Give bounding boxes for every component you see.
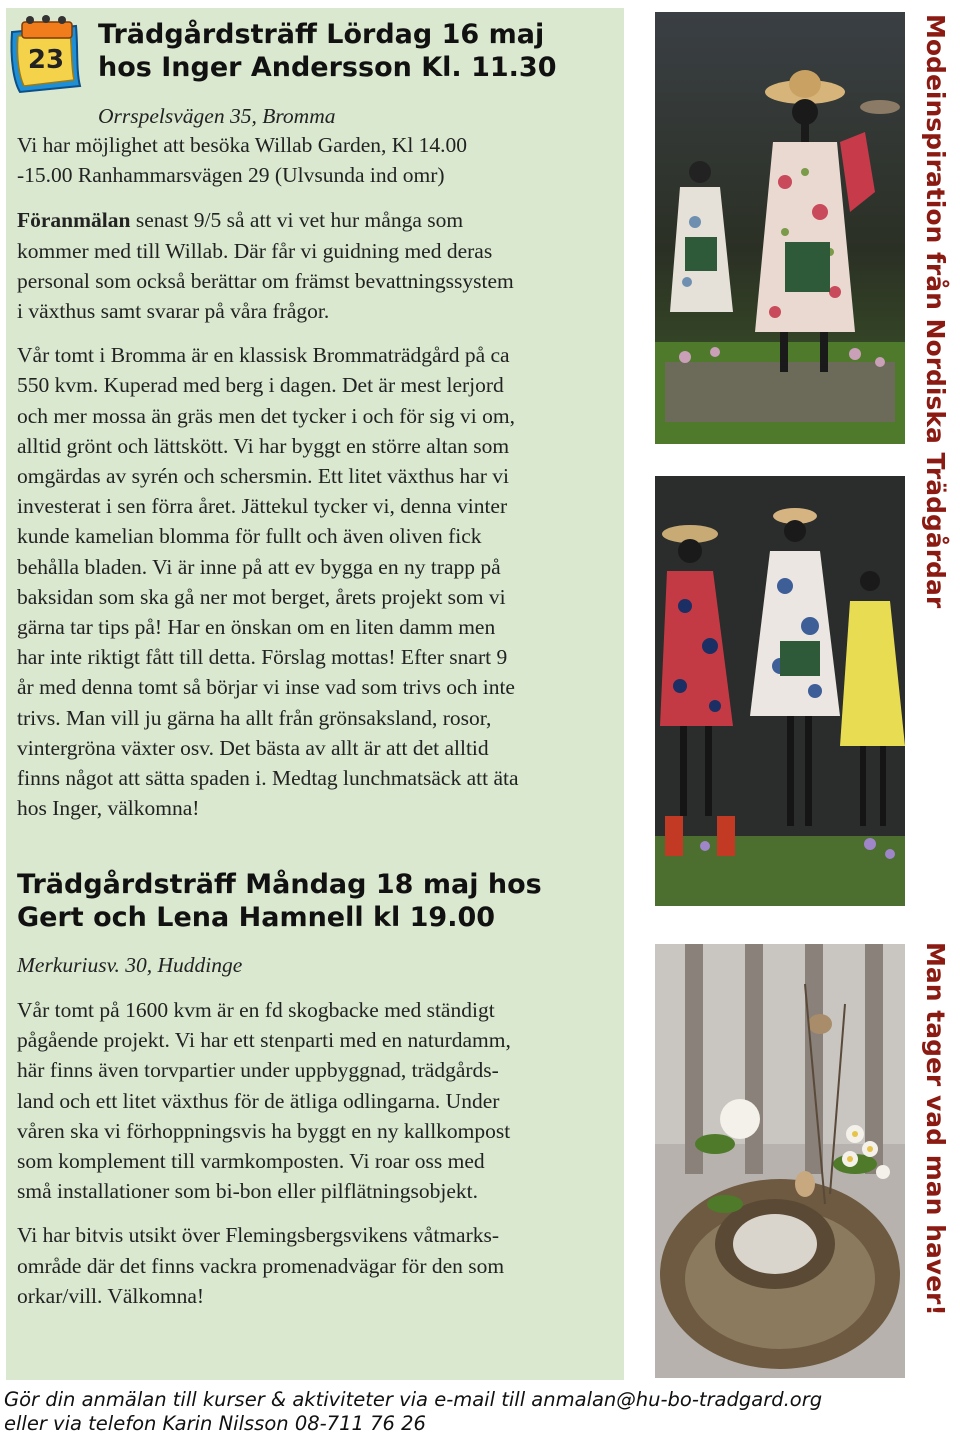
calendar-day-number: 23 — [27, 45, 65, 75]
event2-address: Merkuriusv. 30, Huddinge — [17, 953, 243, 977]
event2-line: Vår tomt på 1600 kvm är en fd skogbacke med ständigt — [17, 998, 495, 1022]
event1-line: trivs. Man vill ju gärna ha allt från grönsaksland, rosor, — [17, 705, 492, 730]
event1-line: alltid grönt och lättskött. Vi har byggt en större altan som — [17, 433, 510, 458]
event1-line: finns något att sätta spaden i. Medtag lunchmatsäck att äta — [17, 766, 519, 791]
photo-bird-nest — [655, 944, 905, 1378]
calendar-icon — [6, 10, 86, 98]
event1-line: kunde kamelian blomma för fullt och även oliven fick — [17, 524, 482, 549]
event1-heading — [98, 18, 618, 84]
event2-line: små installationer som bi-bon eller pilflätningsobjekt. — [17, 1179, 478, 1204]
event2-line: land och ett litet växthus för de ätliga odlingarna. Under — [17, 1088, 500, 1113]
event1-line: 550 kvm. Kuperad med berg i dagen. Det är mest lerjord — [17, 373, 504, 398]
event1-line: har inte riktigt fått till detta. Förslag mottas! Efter snart 9 — [17, 645, 508, 670]
event1-heading-line2: hos Inger Andersson Kl. 11.30 — [98, 52, 557, 83]
footer — [4, 1388, 822, 1436]
event2-heading-line1: Trädgårdsträff Måndag 18 maj hos — [17, 869, 542, 900]
event1-line: investerat i sen förra året. Jättekul tycker vi, denna vinter — [17, 494, 508, 519]
event1-line: och mer mossa än gräs men det tycker i och för sig vi om, — [17, 403, 515, 428]
event1-body — [17, 130, 617, 823]
event1-line: gärna tar tips på! Har en önskan om en liten damm men — [17, 615, 496, 640]
event1-line: omgärdas av syrén och schersmin. Ett litet växthus har vi — [17, 464, 509, 489]
footer-line1: Gör din anmälan till kurser & aktiviteter via e-mail till anmalan@hu-bo-tradgard.org — [4, 1388, 823, 1411]
event1-line: kommer med till Willab. Där får vi guidning med deras — [17, 238, 493, 263]
event2-heading-line2: Gert och Lena Hamnell kl 19.00 — [17, 902, 496, 933]
event1-prereg-line — [17, 205, 617, 235]
event1-line: i växthus samt svarar på våra frågor. — [17, 299, 330, 324]
caption-bottom: Man tager vad man haver! — [921, 942, 950, 1316]
event2-body — [17, 995, 617, 1311]
photo-mannequins-1 — [655, 12, 905, 444]
event1-line: behålla bladen. Vi är inne på att ev bygga en ny trapp på — [17, 554, 501, 579]
event1-line: baksidan som ska gå ner mot berget, årets projekt som vi — [17, 584, 506, 609]
event2-line: Vi har bitvis utsikt över Flemingsbergsvikens våtmarks- — [17, 1223, 500, 1248]
event1-line: hos Inger, välkomna! — [17, 796, 200, 821]
event2-line: område där det finns vackra promenadvägar för den som — [17, 1253, 505, 1278]
event1-line: Vår tomt i Bromma är en klassisk Brommaträdgård på ca — [17, 343, 510, 368]
photo-mannequins-2 — [655, 476, 905, 906]
event1-line: år med denna tomt så börjar vi inse vad som trivs och inte — [17, 675, 515, 700]
event2-line: orkar/vill. Välkomna! — [17, 1283, 205, 1308]
event2-line: pågående projekt. Vi har ett stenparti med en naturdamm, — [17, 1028, 511, 1053]
event2-heading — [17, 868, 617, 934]
footer-line2: eller via telefon Karin Nilsson 08-711 76 26 — [4, 1412, 426, 1435]
event1-line: Vi har möjlighet att besöka Willab Garden, Kl 14.00 — [17, 133, 468, 157]
prereg-text: senast 9/5 så att vi vet hur många som — [130, 208, 464, 233]
event2-line: våren ska vi förhoppningsvis ha byggt en ny kallkompost — [17, 1118, 511, 1143]
caption-top: Modeinspiration från Nordiska Trädgårdar — [921, 14, 950, 609]
event1-line: -15.00 Ranhammarsvägen 29 (Ulvsunda ind omr) — [17, 163, 445, 188]
event1-line: personal som också berättar om främst bevattningssystem — [17, 268, 514, 293]
prereg-label: Föranmälan — [17, 208, 131, 233]
event2-line: som komplement till varmkomposten. Vi roar oss med — [17, 1149, 485, 1174]
event1-heading-line1: Trädgårdsträff Lördag 16 maj — [98, 19, 545, 50]
event2-line: här finns även torvpartier under uppbyggnad, trädgårds- — [17, 1058, 499, 1083]
event1-line: vintergröna växter osv. Det bästa av allt är att det alltid — [17, 735, 489, 760]
event1-address: Orrspelsvägen 35, Bromma — [98, 104, 336, 128]
